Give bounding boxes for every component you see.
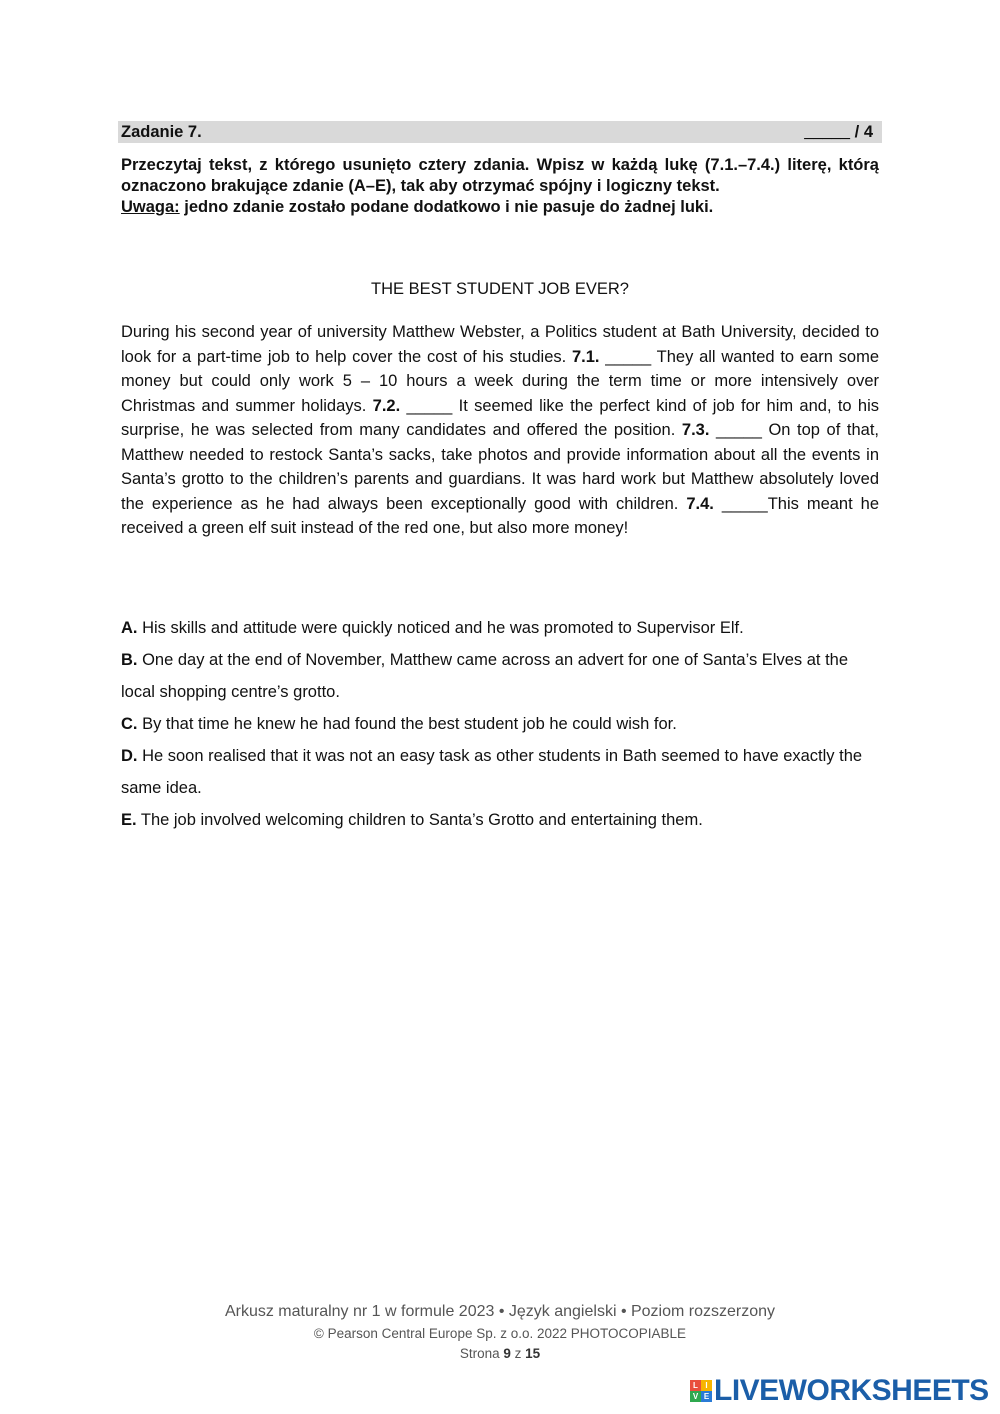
footer-copyright: © Pearson Central Europe Sp. z o.o. 2022 PHOTOCOPIABLE [313, 1326, 687, 1341]
gap-7-4[interactable]: _____ [713, 494, 768, 513]
gap-7-3[interactable]: _____ [709, 421, 769, 439]
gap-7-2[interactable]: _____ [400, 396, 459, 415]
page-total: 15 [525, 1346, 541, 1361]
option-a [121, 612, 879, 644]
option-c [121, 708, 879, 740]
passage-part-4: On top of that, Matthew needed to restock Santa’s sacks, take photos and provide information about all the events in Santa’s grotto to the children’s parents and guardians. It was hard work but Matthew absolutely loved the experience as he had always been exceptionally good with children. [121, 421, 879, 513]
gap-label-7-3: 7.3. [681, 421, 710, 439]
instructions-main: Przeczytaj tekst, z którego usunięto cztery zdania. Wpisz w każdą lukę (7.1.–7.4.) literę, którą oznaczono brakujące zdanie (A–E), tak aby otrzymać spójny i logiczny tekst. [121, 156, 879, 195]
score-total: / 4 [850, 123, 873, 141]
gap-label-7-2: 7.2. [372, 396, 401, 415]
option-b [121, 644, 879, 708]
passage-part-1: During his second year of university Matthew Webster, a Politics student at Bath University, decided to look for a part-time job to help cover the cost of his studies. [121, 323, 879, 366]
gap-label-7-4: 7.4. [686, 494, 714, 513]
note-label: Uwaga: [121, 198, 180, 216]
logo-icon-cell: L [690, 1380, 701, 1391]
instructions-note [121, 197, 879, 218]
task-header [118, 121, 882, 143]
option-letter: A. [121, 619, 138, 637]
reading-passage [121, 320, 879, 541]
passage-part-5: This meant he received a green elf suit instead of the red one, but also more money! [121, 494, 879, 537]
liveworksheets-logo-icon [690, 1380, 712, 1402]
option-letter: C. [121, 715, 138, 733]
page-prefix: Strona [459, 1346, 504, 1361]
options-list [121, 612, 879, 836]
logo-icon-cell: E [701, 1391, 712, 1402]
option-text: He soon realised that it was not an easy task as other students in Bath seemed to have exactly the same idea. [121, 747, 863, 797]
option-d [121, 740, 879, 804]
text-title: THE BEST STUDENT JOB EVER? [371, 280, 629, 298]
note-text: jedno zdanie zostało podane dodatkowo i nie pasuje do żadnej luki. [179, 198, 714, 216]
score-blank[interactable]: _____ [804, 123, 851, 141]
logo-text: LIVEWORKSHEETS [714, 1374, 989, 1407]
option-text: The job involved welcoming children to Santa’s Grotto and entertaining them. [136, 811, 703, 829]
option-letter: B. [121, 651, 138, 669]
page-footer [0, 1300, 1000, 1364]
option-text: One day at the end of November, Matthew came across an advert for one of Santa’s Elves at the local shopping centre’s grotto. [121, 651, 849, 701]
footer-page-number [0, 1344, 1000, 1364]
passage-part-3: It seemed like the perfect kind of job for him and, to his surprise, he was selected from many candidates and offered the position. [121, 396, 879, 439]
passage-part-2: They all wanted to earn some money but could only work 5 – 10 hours a week during the term time or more intensively over Christmas and summer holidays. [121, 347, 879, 415]
gap-label-7-1: 7.1. [571, 347, 600, 366]
task-title: Zadanie 7. [121, 123, 202, 141]
option-e [121, 804, 879, 836]
logo-icon-cell: V [690, 1391, 701, 1402]
option-letter: E. [121, 811, 137, 829]
liveworksheets-logo[interactable] [690, 1374, 989, 1408]
page-separator: z [510, 1346, 526, 1361]
page-current: 9 [503, 1346, 511, 1361]
option-text: By that time he knew he had found the best student job he could wish for. [137, 715, 677, 733]
logo-icon-cell: I [701, 1380, 712, 1391]
instructions [121, 155, 879, 218]
option-letter: D. [121, 747, 138, 765]
footer-exam-info: Arkusz maturalny nr 1 w formule 2023 • Język angielski • Poziom rozszerzony [224, 1303, 776, 1320]
gap-7-1[interactable]: _____ [599, 347, 657, 366]
option-text: His skills and attitude were quickly noticed and he was promoted to Supervisor Elf. [137, 619, 744, 637]
score-box [804, 123, 873, 142]
